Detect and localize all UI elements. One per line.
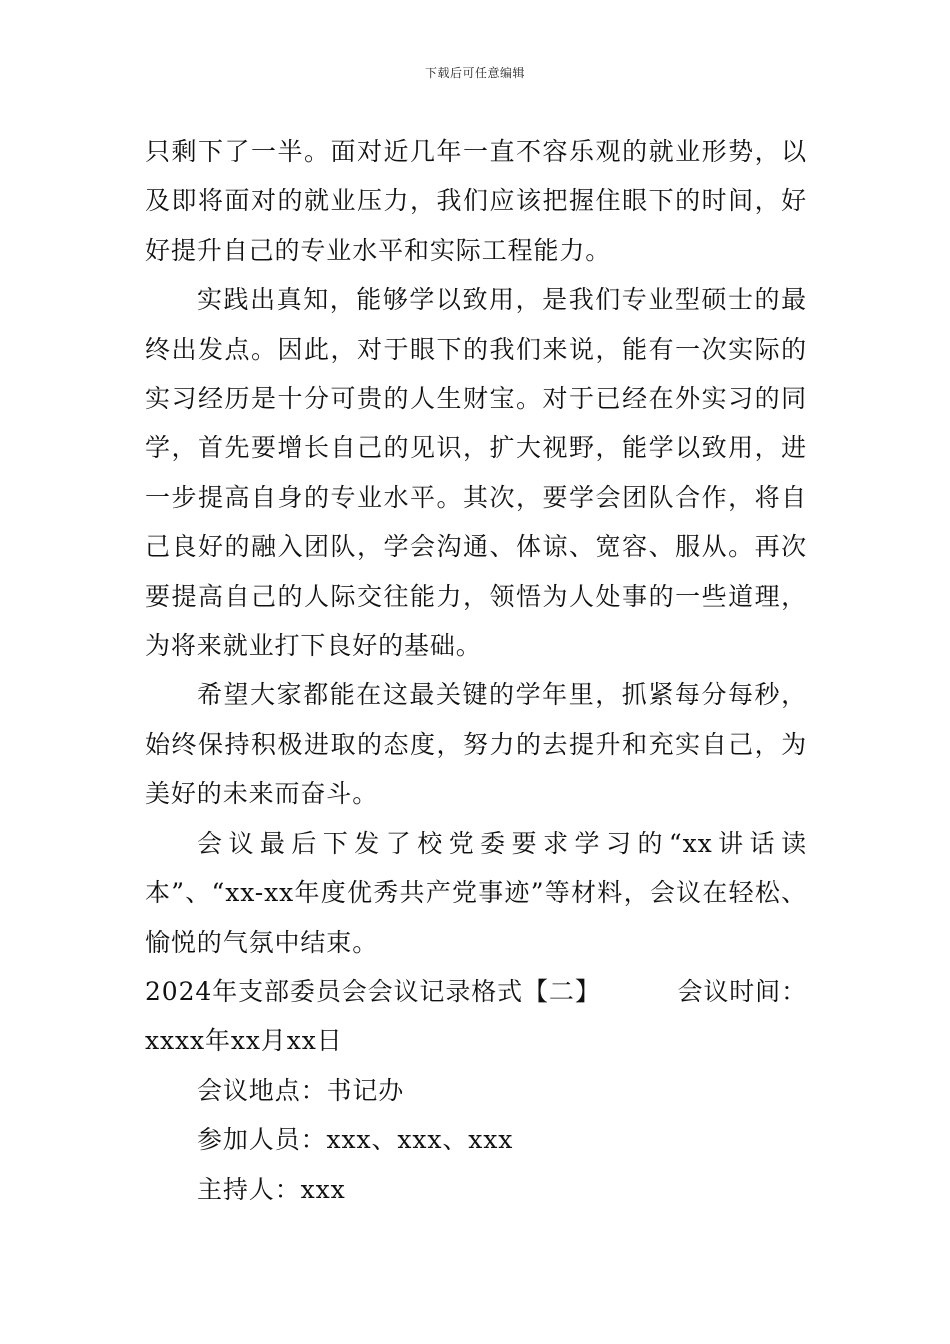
paragraph-3: 希望大家都能在这最关键的学年里，抓紧每分每秒，始终保持积极进取的态度，努力的去提升和充实自己，为美好的未来而奋斗。 (145, 680, 807, 809)
paragraph-4: 会议最后下发了校党委要求学习的“xx讲话读本”、“xx-xx年度优秀共产党事迹”等材料，会议在轻松、愉悦的气氛中结束。 (145, 828, 807, 957)
section-title: 2024年支部委员会会议记录格式【二】 (145, 976, 601, 1006)
document-body (145, 127, 807, 1214)
section-title-line (145, 967, 807, 1016)
paragraph-2: 实践出真知，能够学以致用，是我们专业型硕士的最终出发点。因此，对于眼下的我们来说，能有一次实际的实习经历是十分可贵的人生财宝。对于已经在外实习的同学，首先要增长自己的见识，扩大视野，能学以致用，进一步提高自身的专业水平。其次，要学会团队合作，将自己良好的融入团队，学会沟通、体谅、宽容、服从。再次要提高自己的人际交往能力，领悟为人处事的一些道理，为将来就业打下良好的基础。 (145, 285, 807, 661)
meeting-attendees: 参加人员：xxx、xxx、xxx (197, 1125, 514, 1155)
meeting-time-label: 会议时间： (677, 976, 807, 1006)
paragraph-1: 只剩下了一半。面对近几年一直不容乐观的就业形势，以及即将面对的就业压力，我们应该把握住眼下的时间，好好提升自己的专业水平和实际工程能力。 (145, 137, 807, 265)
page-header-note: 下载后可任意编辑 (424, 66, 525, 80)
meeting-time-value: xxxx年xx月xx日 (145, 1026, 343, 1056)
meeting-host: 主持人：xxx (197, 1174, 346, 1204)
meeting-location: 会议地点：书记办 (197, 1075, 405, 1105)
